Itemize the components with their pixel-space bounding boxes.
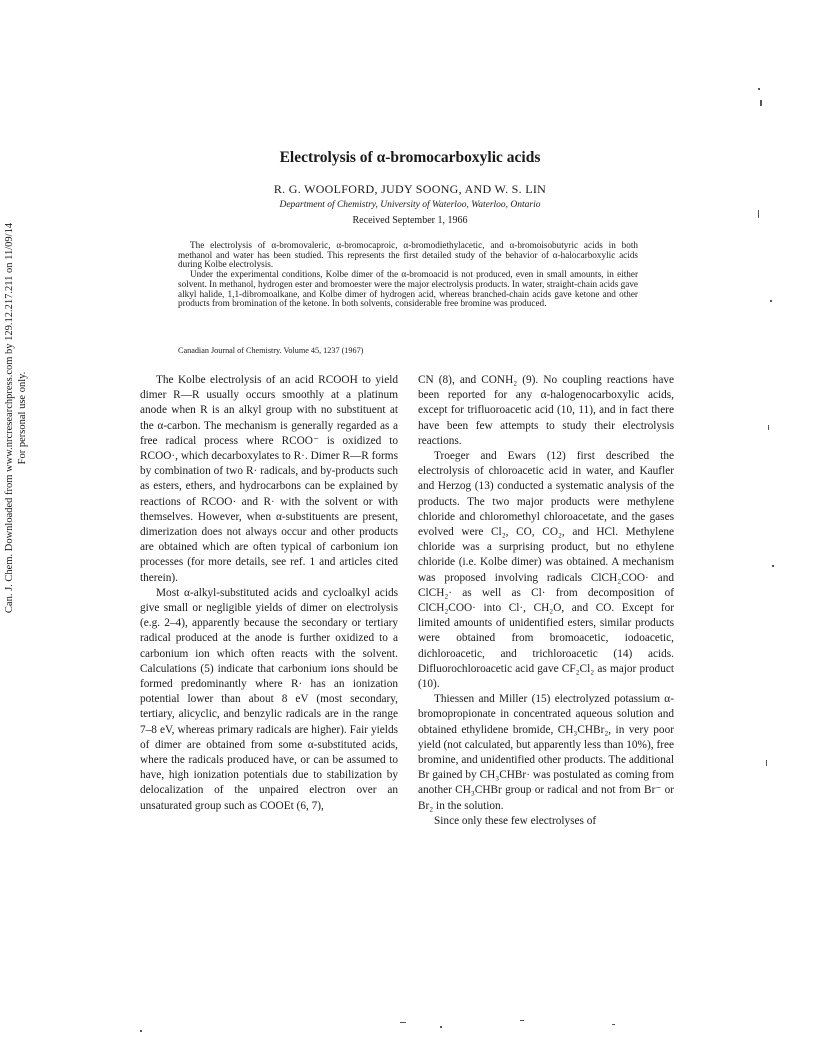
scan-speck [772, 565, 774, 567]
scan-speck [770, 300, 772, 302]
received-date: Received September 1, 1966 [352, 215, 468, 226]
paper-title: Electrolysis of α-bromocarboxylic acids [279, 149, 541, 166]
paper-affiliation: Department of Chemistry, University of Waterloo, Waterloo, Ontario [279, 200, 541, 210]
scan-speck [768, 425, 769, 430]
body-paragraph: Since only these few electrolyses of [434, 814, 597, 827]
scan-speck [400, 1022, 406, 1023]
scan-speck [520, 1020, 524, 1021]
body-paragraph: The Kolbe electrolysis of an acid RCOOH to yield dimer R—R usually occurs smoothly at a platinum anode when R is an alkyl group with no substituent at the α-carbon. The mechanism is generally regarded as a free radical process where RCOO⁻ is oxidized to RCOO·, which decarboxylates to R·. Dimer R—R forms by combination of two R· radicals, and by-products such as esters, ethers, and hydrocarbons can be explained by reactions of RCOO· and R· with the solvent or with themselves. However, when α-substituents are present, dimerization does not always occur and other products are obtained which are often typical of carbonium ion processes (for more details, see ref. 1 and articles cited therein). [140, 374, 398, 584]
download-notice [3, 223, 29, 613]
scan-speck [760, 100, 762, 106]
download-notice-line1: Can. J. Chem. Downloaded from www.nrcresearchpress.com by 129.12.217.211 on 11/09/14 [4, 222, 15, 614]
journal-citation: Canadian Journal of Chemistry. Volume 45, 1237 (1967) [178, 346, 364, 355]
scan-speck [758, 210, 759, 218]
scan-speck [440, 1026, 442, 1028]
body-column-left [140, 373, 398, 814]
scan-speck [758, 88, 760, 90]
download-notice-line2: For personal use only. [17, 371, 28, 465]
abstract-paragraph-1: The electrolysis of α-bromovaleric, α-bromocaproic, α-bromodiethylacetic, and α-bromoisobutyric acids in both methanol and water has been studied. This represents the first detailed study of the behavior of α-halocarboxylic acids during Kolbe electrolysis. [178, 240, 638, 270]
download-sidebar [0, 0, 32, 1056]
body-column-right [418, 373, 674, 829]
body-paragraph: CN (8), and CONH₂ (9). No coupling reactions have been reported for any α-halogenocarboxylic acids, except for trifluoroacetic acid (10, 11), and in fact there have been few attempts to study their electrolysis reactions. [418, 374, 674, 447]
scan-speck [612, 1024, 615, 1025]
scan-speck [140, 1030, 142, 1032]
abstract-paragraph-2: Under the experimental conditions, Kolbe dimer of the α-bromoacid is not produced, even in small amounts, in either solvent. In methanol, hydrogen ester and bromoester were the major electrolysis products. In water, straight-chain acids gave alkyl halide, 1,1-dibromoalkane, and Kolbe dimer of hydrogen acid, whereas branched-chain acids gave ketone and other products from bromination of the ketone. In both solvents, considerable free bromine was produced. [178, 269, 638, 309]
body-paragraph: Troeger and Ewars (12) first described the electrolysis of chloroacetic acid in water, and Kaufler and Herzog (13) conducted a systematic analysis of the products. The two major products were methylene chloride and chloromethyl chloroacetate, and the gases evolved were Cl₂, CO, CO₂, and HCl. Methylene chloride was a surprising product, but no ethylene chloride (i.e. Kolbe dimer) was obtained. A mechanism was proposed involving radicals ClCH₂COO· and ClCH₂· as well as Cl· from decomposition of ClCH₂COO· into Cl·, CH₂O, and CO. Except for limited amounts of unidentified esters, similar products were obtained from bromoacetic, iodoacetic, dichloroacetic, and trichloroacetic (14) acids. Difluorochloroacetic acid gave CF₂Cl₂ as major product (10). [418, 450, 674, 691]
scan-speck [766, 760, 767, 766]
abstract [178, 241, 638, 309]
body-paragraph: Most α-alkyl-substituted acids and cycloalkyl acids give small or negligible yields of dimer on electrolysis (e.g. 2–4), apparently because the secondary or tertiary radical produced at the anode is further oxidized to a carbonium ion which often reacts with the solvent. Calculations (5) indicate that carbonium ions should be formed predominantly where R· has an ionization potential lower than about 8 eV (most secondary, tertiary, alicyclic, and benzylic radicals are in the range 7–8 eV, whereas primary radicals are higher). Fair yields of dimer are obtained from some α-substituted acids, where the radicals produced have, or can be assumed to have, high ionization potentials due to stabilization by delocalization of the unpaired electron over an unsaturated group such as COOEt (6, 7), [140, 586, 398, 812]
paper-authors: R. G. WOOLFORD, JUDY SOONG, AND W. S. LIN [273, 182, 547, 196]
body-paragraph: Thiessen and Miller (15) electrolyzed potassium α-bromopropionate in concentrated aqueous solution and obtained ethylidene bromide, CH₃CHBr₂, in very poor yield (not calculated, but apparently less than 10%), free bromine, and unidentified other products. The additional Br gained by CH₃CHBr· was postulated as coming from another CH₃CHBr group or radical and not from Br⁻ or Br₂ in the solution. [418, 693, 674, 812]
